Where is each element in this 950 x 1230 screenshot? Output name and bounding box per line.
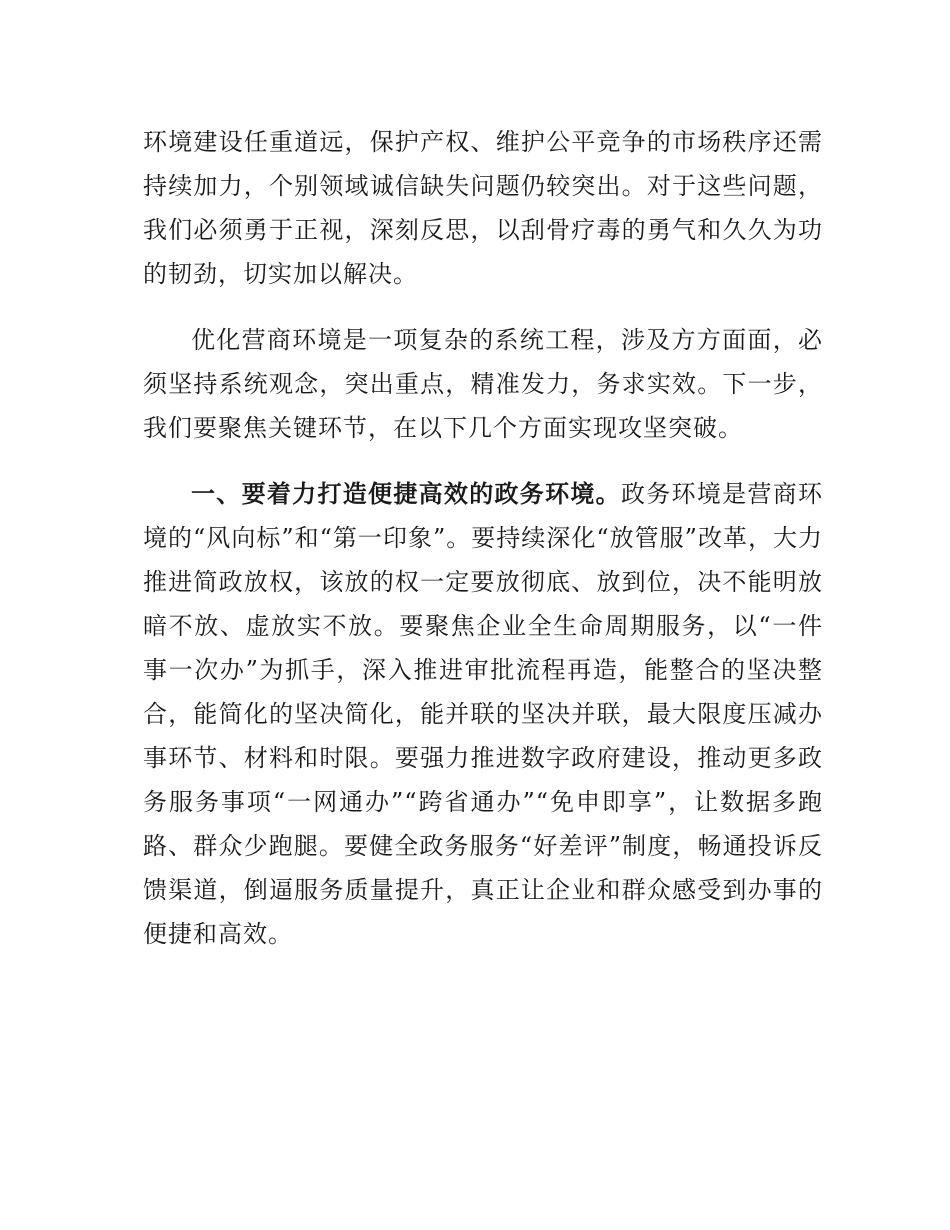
paragraph-continuation: 环境建设任重道远，保护产权、维护公平竞争的市场秩序还需持续加力，个别领域诚信缺失问题仍较突出。对于这些问题，我们必须勇于正视，深刻反思，以刮骨疗毒的勇气和久久为功的韧劲，切实加以解决。 [143, 128, 823, 288]
section-heading: 一、要着力打造便捷高效的政务环境。 [191, 479, 621, 508]
section-body: 政务环境是营商环境的“风向标”和“第一印象”。要持续深化“放管服”改革，大力推进简政放权，该放的权一定要放彻底、放到位，决不能明放暗不放、虚放实不放。要聚焦企业全生命周期服务，以“一件事一次办”为抓手，深入推进审批流程再造，能整合的坚决整合，能简化的坚决简化，能并联的坚决并联，最大限度压减办事环节、材料和时限。要强力推进数字政府建设，推动更多政务服务事项“一网通办”“跨省通办”“免申即享”，让数据多跑路、群众少跑腿。要健全政务服务“好差评”制度，畅通投诉反馈渠道，倒逼服务质量提升，真正让企业和群众感受到办事的便捷和高效。 [143, 480, 824, 948]
paragraph-section-one [143, 472, 823, 956]
document-body [143, 120, 823, 978]
paragraph-overview: 优化营商环境是一项复杂的系统工程，涉及方方面面，必须坚持系统观念，突出重点，精准发力，务求实效。下一步，我们要聚焦关键环节，在以下几个方面实现攻坚突破。 [143, 326, 823, 442]
